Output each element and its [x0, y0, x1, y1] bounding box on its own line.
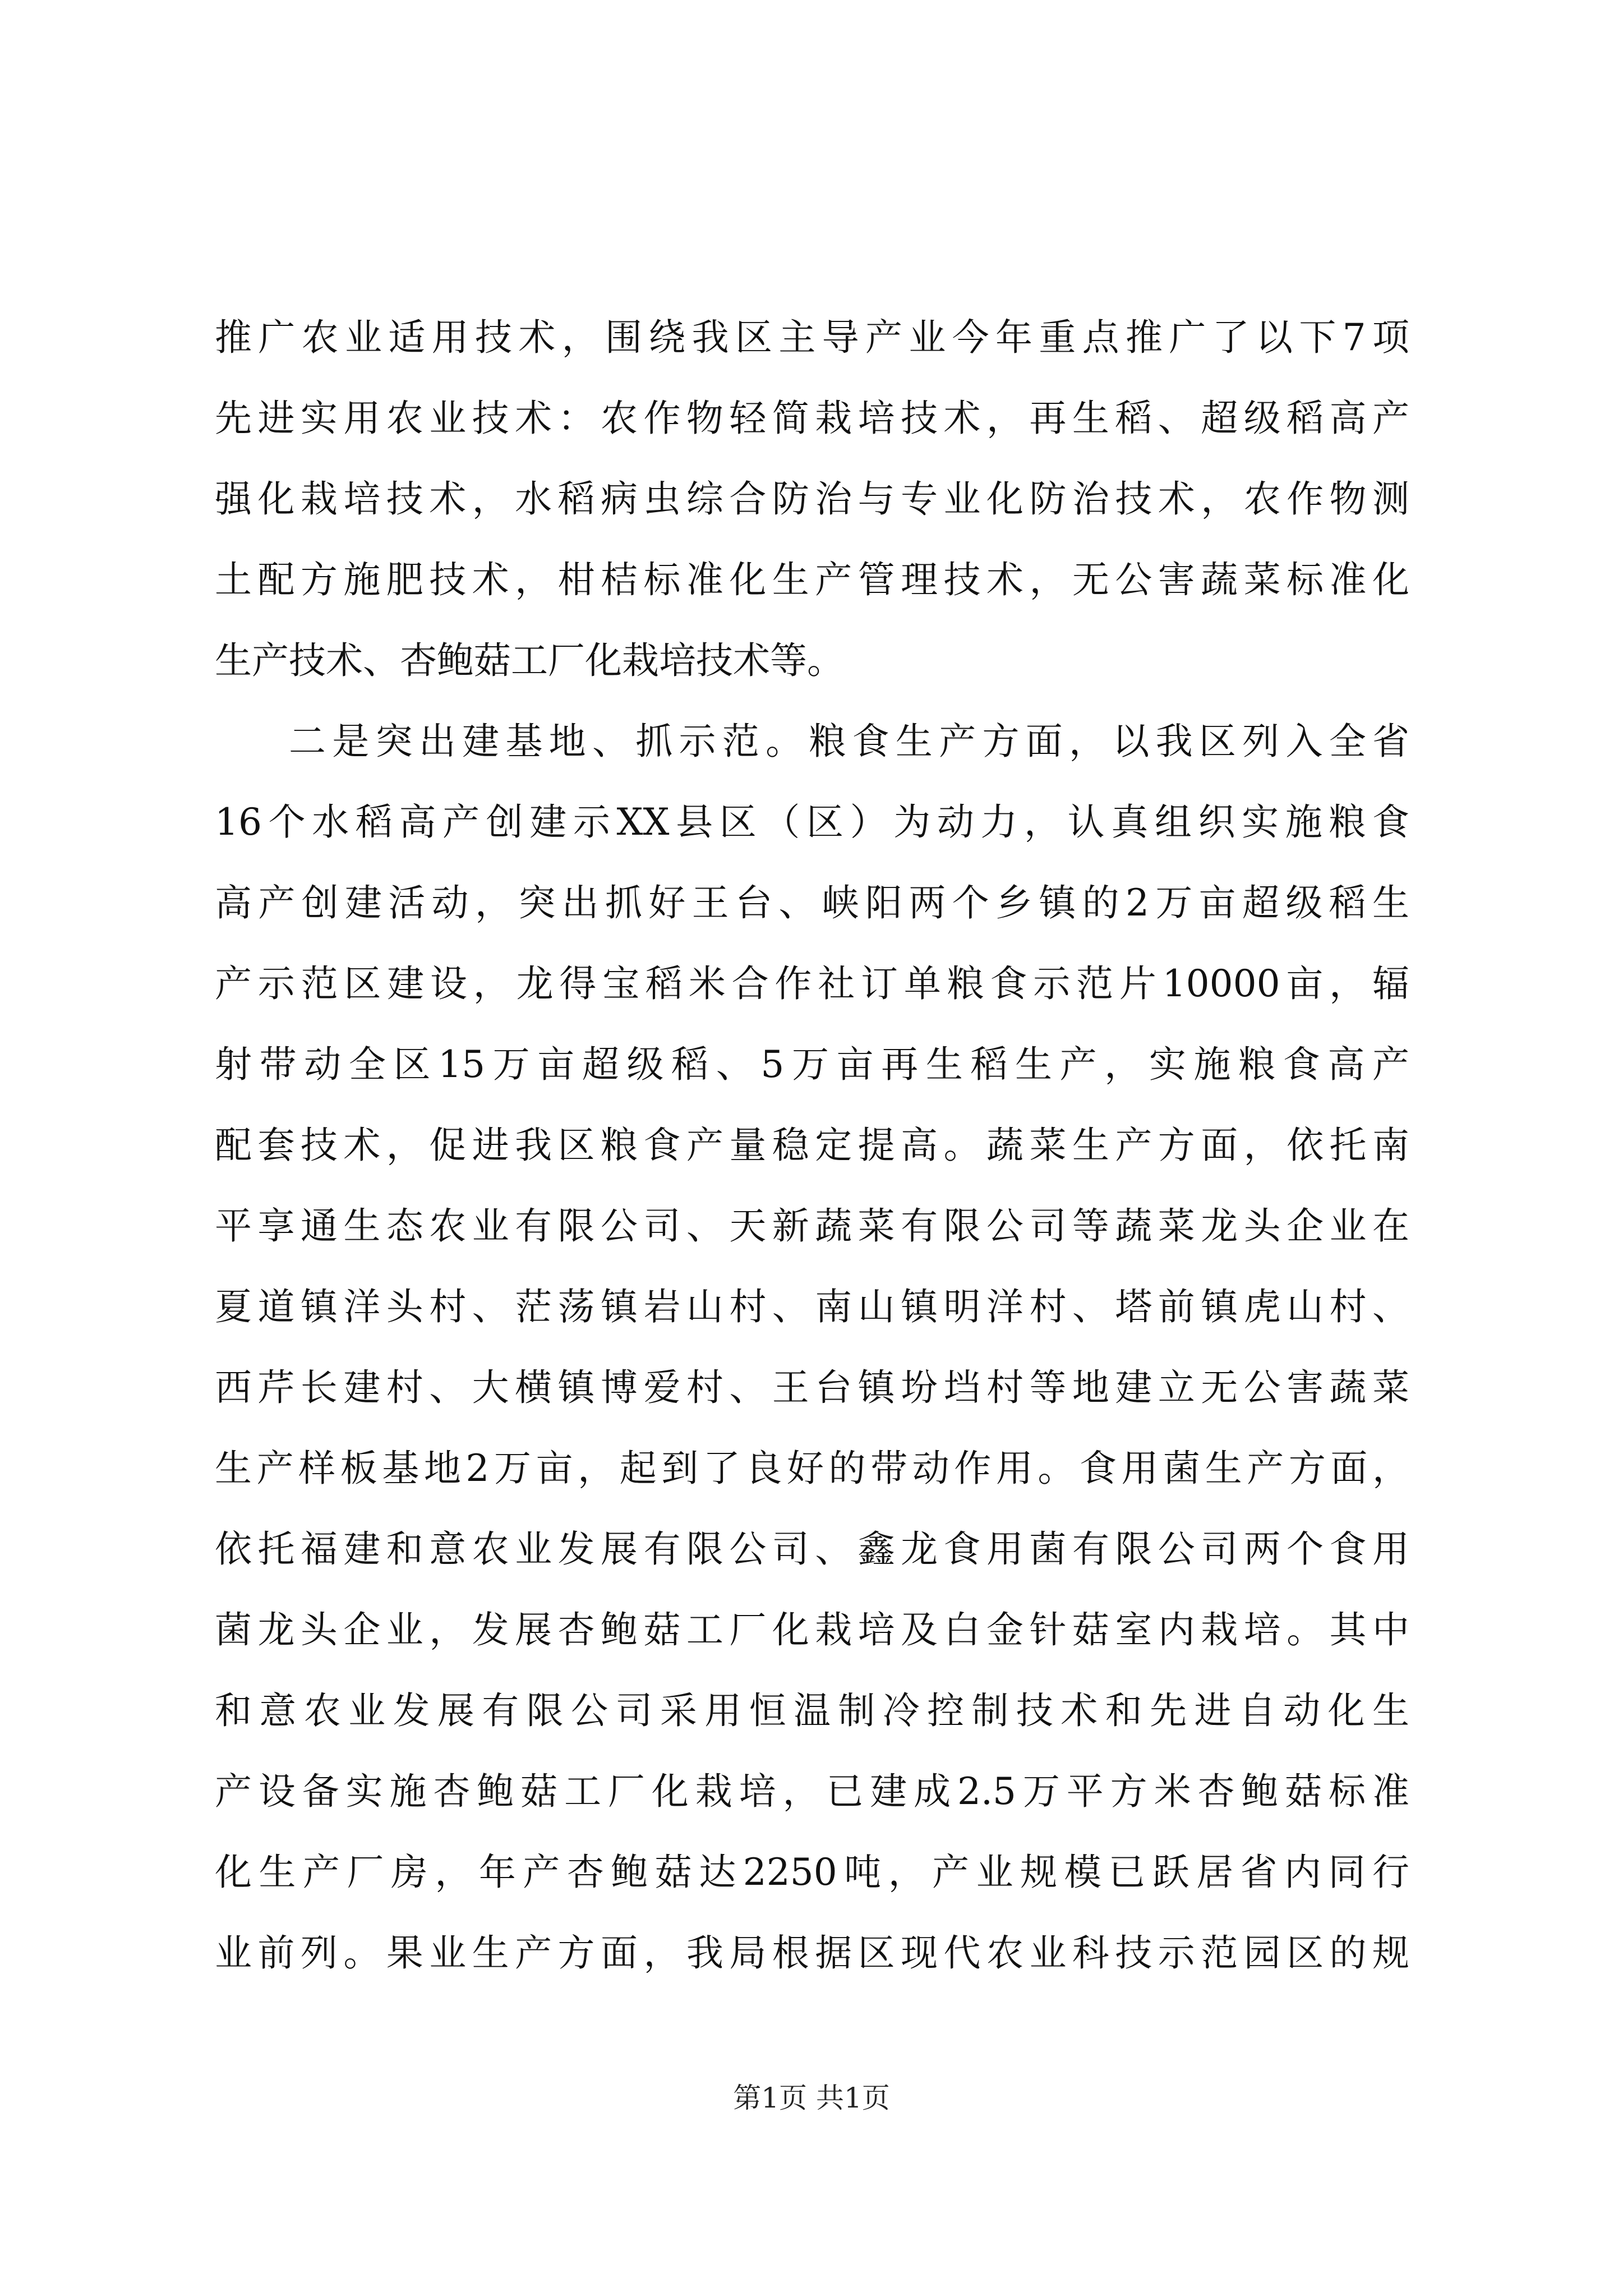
text-line: 产设备实施杏鲍菇工厂化栽培，已建成2.5万平方米杏鲍菇标准: [215, 1770, 1409, 1813]
text-line: 业前列。果业生产方面，我局根据区现代农业科技示范园区的规: [215, 1931, 1409, 1975]
text-line: 夏道镇洋头村、茫荡镇岩山村、南山镇明洋村、塔前镇虎山村、: [215, 1285, 1409, 1328]
text-line: 推广农业适用技术，围绕我区主导产业今年重点推广了以下7项: [215, 316, 1409, 359]
text-line: 和意农业发展有限公司采用恒温制冷控制技术和先进自动化生: [215, 1689, 1409, 1732]
text-line: 化生产厂房，年产杏鲍菇达2250吨，产业规模已跃居省内同行: [215, 1851, 1409, 1894]
text-line: 菌龙头企业，发展杏鲍菇工厂化栽培及白金针菇室内栽培。其中: [215, 1608, 1409, 1651]
text-line: 生产技术、杏鲍菇工厂化栽培技术等。: [215, 639, 844, 682]
text-line: 高产创建活动，突出抓好王台、峡阳两个乡镇的2万亩超级稻生: [215, 881, 1409, 924]
text-line: 配套技术，促进我区粮食产量稳定提高。蔬菜生产方面，依托南: [215, 1124, 1409, 1167]
page-number: 第1页 共1页: [733, 2082, 890, 2114]
text-line: 产示范区建设，龙得宝稻米合作社订单粮食示范片10000亩，辐: [215, 962, 1409, 1005]
text-line: 强化栽培技术，水稻病虫综合防治与专业化防治技术，农作物测: [215, 477, 1409, 521]
page-footer: [0, 2084, 1623, 2112]
text-line: 土配方施肥技术，柑桔标准化生产管理技术，无公害蔬菜标准化: [215, 558, 1409, 601]
text-line: 射带动全区15万亩超级稻、5万亩再生稻生产，实施粮食高产: [215, 1043, 1409, 1086]
text-line: 先进实用农业技术：农作物轻简栽培技术，再生稻、超级稻高产: [215, 397, 1409, 440]
document-body: [215, 297, 1409, 1994]
text-line: 16个水稻高产创建示XX县区（区）为动力，认真组织实施粮食: [215, 800, 1409, 844]
text-line: 生产样板基地2万亩，起到了良好的带动作用。食用菌生产方面，: [215, 1447, 1409, 1490]
text-line: 平享通生态农业有限公司、天新蔬菜有限公司等蔬菜龙头企业在: [215, 1204, 1409, 1248]
text-line: 依托福建和意农业发展有限公司、鑫龙食用菌有限公司两个食用: [215, 1527, 1409, 1571]
text-line: 西芹长建村、大横镇博爱村、王台镇坋垱村等地建立无公害蔬菜: [215, 1366, 1409, 1409]
paragraph-first-line: 二是突出建基地、抓示范。粮食生产方面，以我区列入全省: [289, 720, 1409, 763]
